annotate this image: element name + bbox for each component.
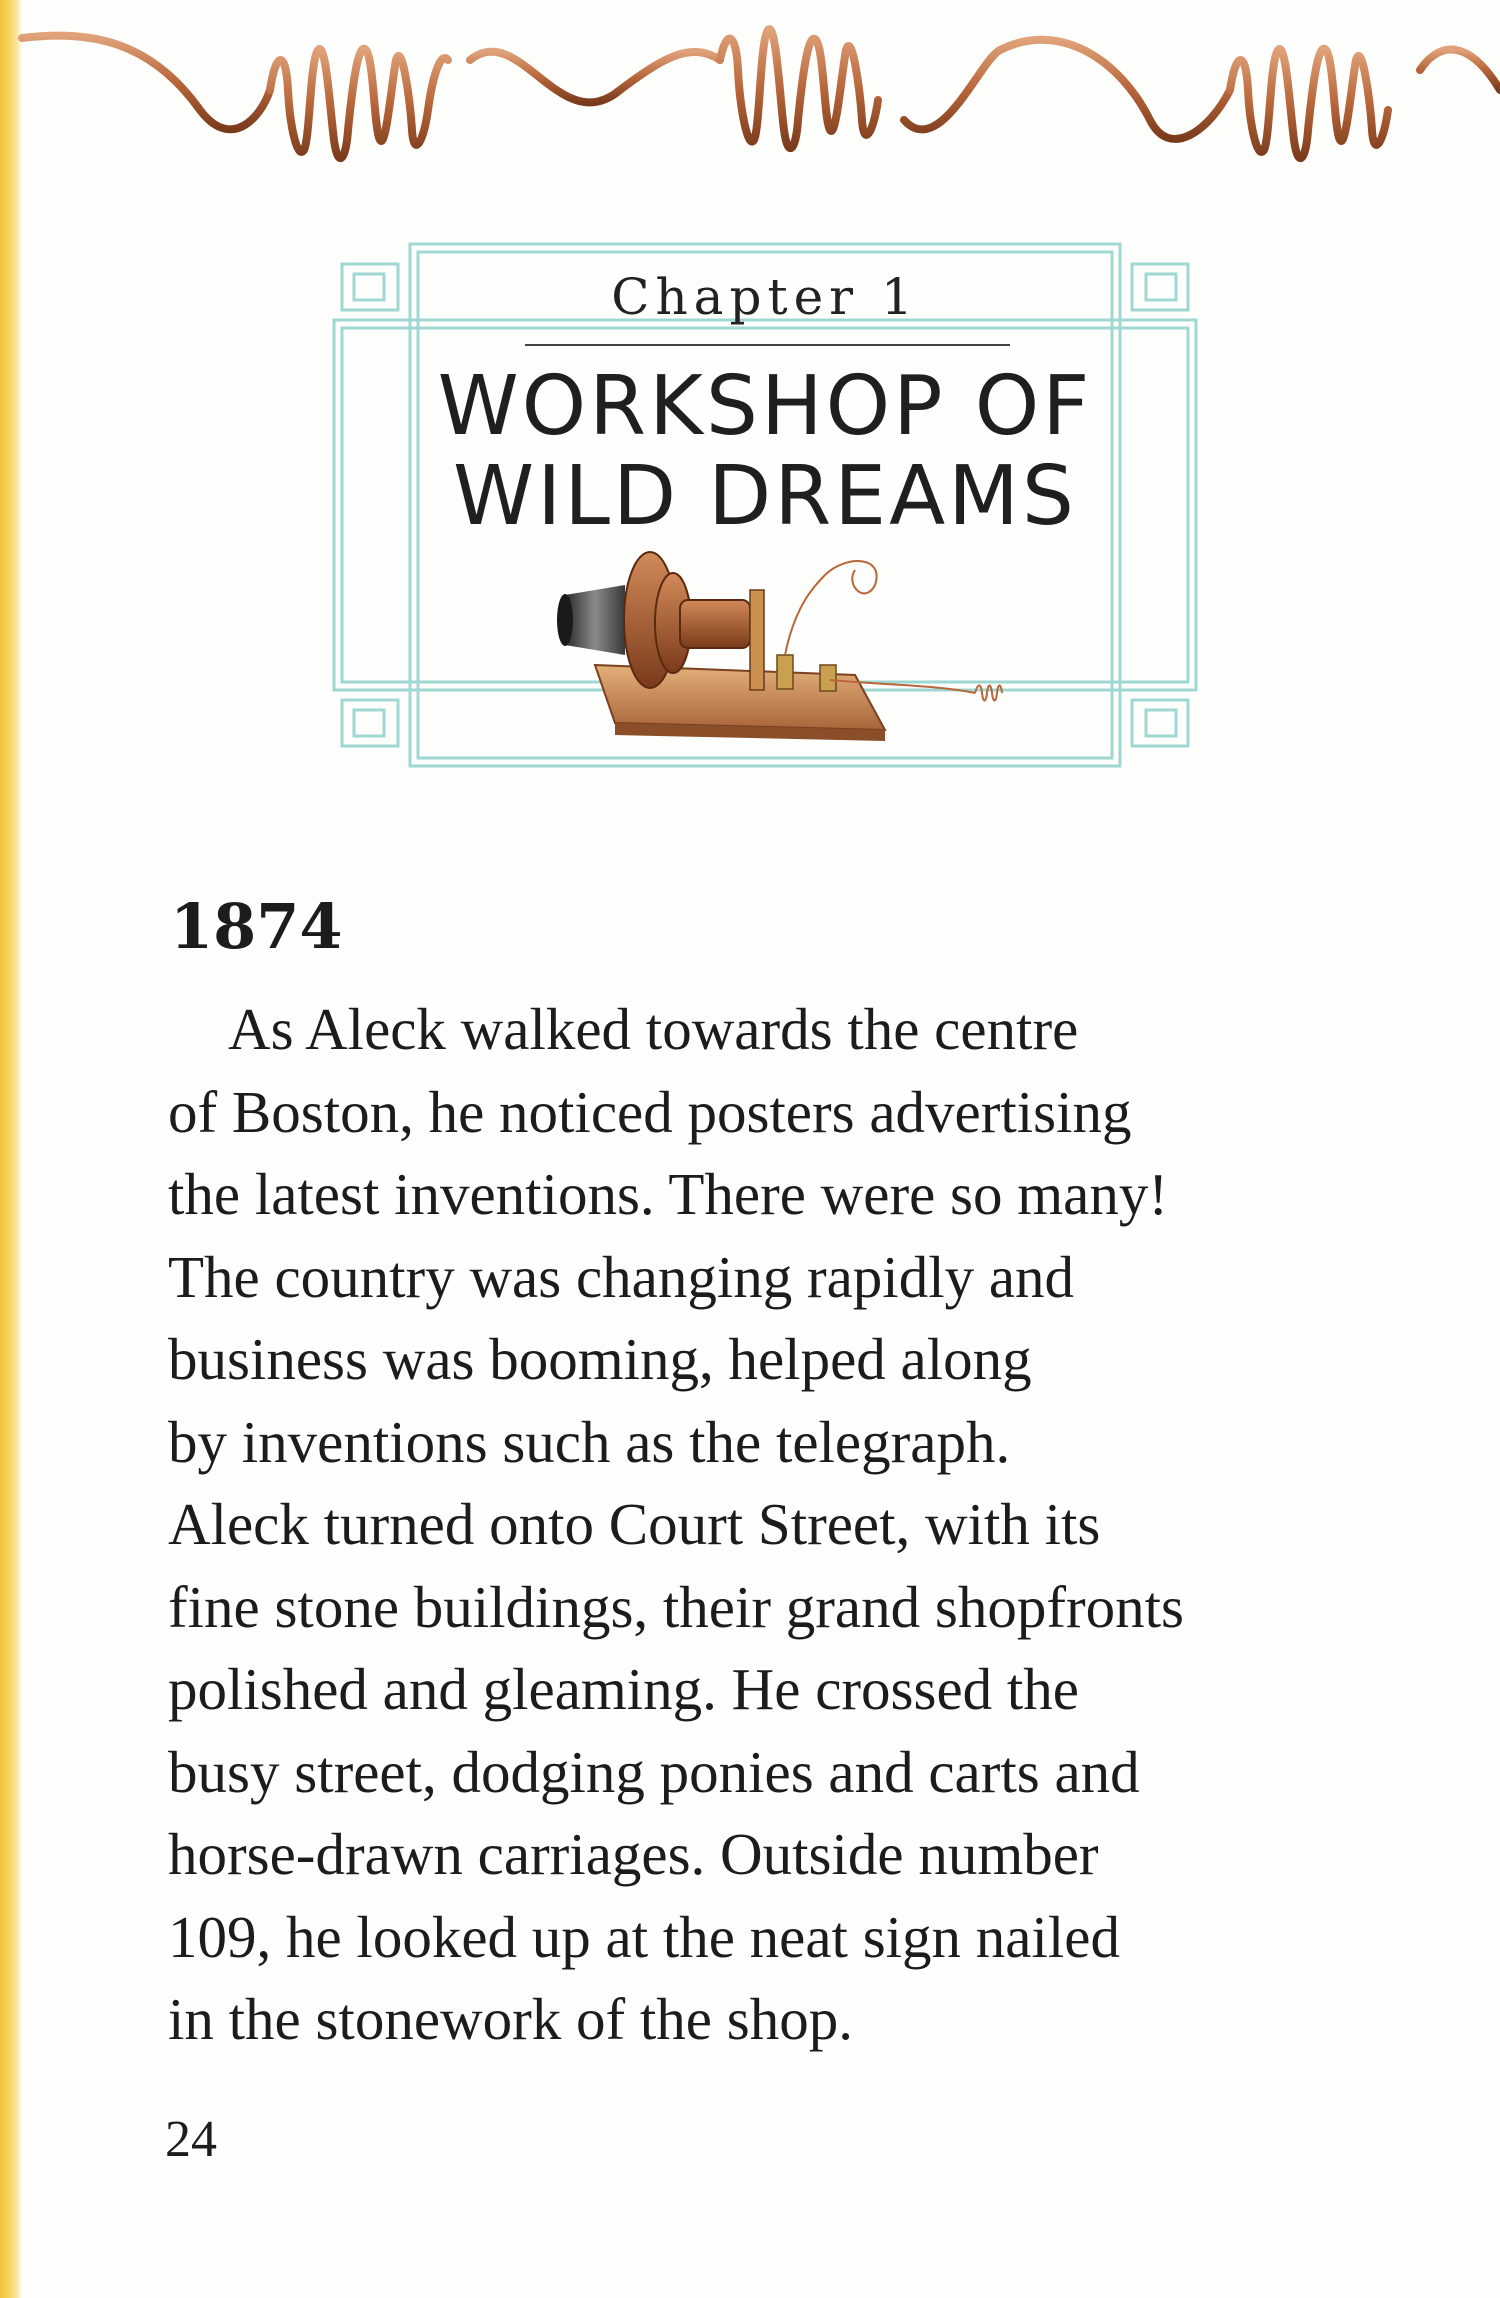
chapter-title <box>0 359 1500 544</box>
body-line: polished and gleaming. He crossed the <box>168 1656 1079 1722</box>
body-line: of Boston, he noticed posters advertising <box>168 1078 1132 1145</box>
chapter-divider <box>525 344 1010 346</box>
body-line: The country was changing rapidly and <box>168 1243 1075 1310</box>
chapter-label: Chapter 1 <box>611 268 919 326</box>
copper-coil-icon <box>0 0 1500 200</box>
body-line: busy street, dodging ponies and carts and <box>168 1738 1140 1805</box>
body-line: in the stonework of the shop. <box>168 1986 853 2052</box>
chapter-title-line-2: WILD DREAMS <box>453 449 1077 544</box>
body-line: Aleck turned onto Court Street, with its <box>168 1491 1101 1557</box>
book-spine-edge <box>0 0 22 2298</box>
chapter-title-line-1: WORKSHOP OF <box>437 359 1093 454</box>
body-line: the latest inventions. There were so many! <box>168 1161 1168 1227</box>
telephone-icon <box>555 545 1045 745</box>
body-line: As Aleck walked towards the centre <box>228 996 1079 1062</box>
page-number: 24 <box>165 2111 217 2168</box>
body-line: by inventions such as the telegraph. <box>168 1408 1011 1475</box>
body-line: business was booming, helped along <box>168 1326 1032 1392</box>
section-year: 1874 <box>170 890 343 963</box>
body-line: horse-drawn carriages. Outside number <box>168 1821 1099 1887</box>
body-paragraph <box>168 988 1408 2061</box>
body-line: fine stone buildings, their grand shopfronts <box>168 1573 1184 1640</box>
body-line: 109, he looked up at the neat sign nailed <box>168 1903 1120 1970</box>
